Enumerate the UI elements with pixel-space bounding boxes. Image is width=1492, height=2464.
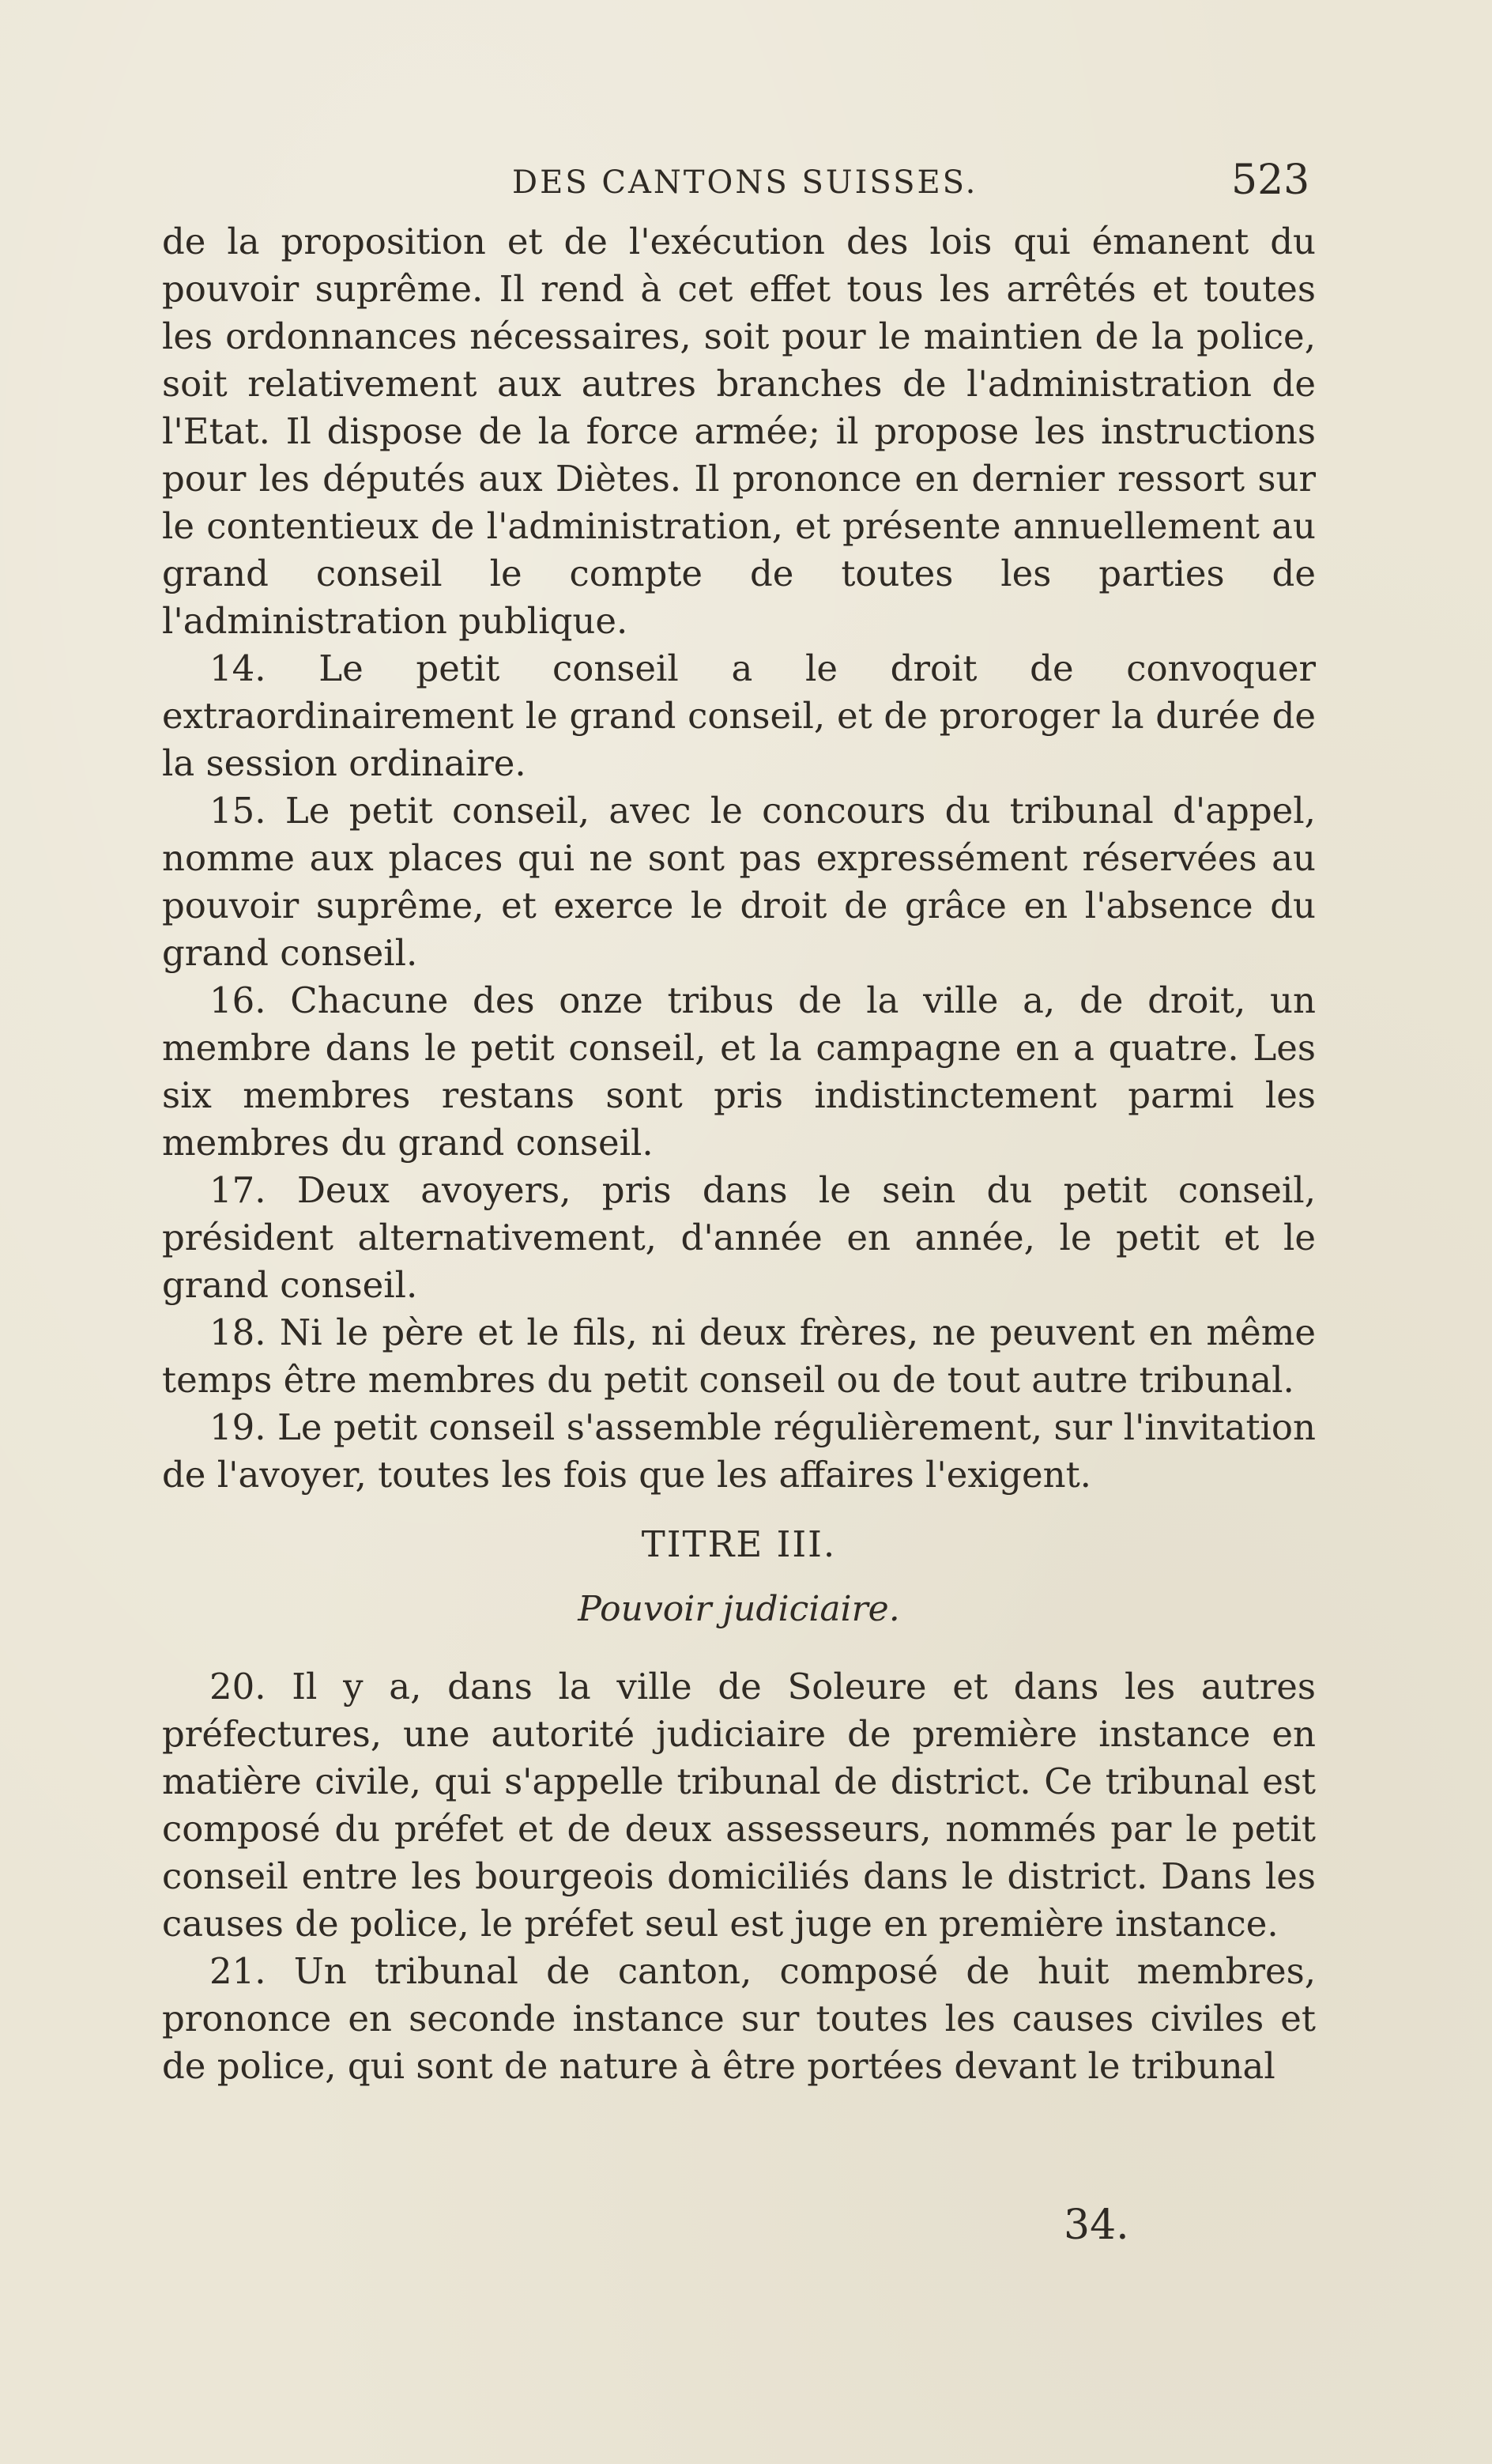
section-subtitle: Pouvoir judiciaire. [578, 1589, 900, 1629]
article-14: 14. Le petit conseil a le droit de convoquer extraordinairement le grand conseil, et de proroger la durée de la session ordinaire. [162, 647, 1316, 784]
page-number: 523 [1231, 157, 1310, 204]
paragraph-continued: de la proposition et de l'exécution des lois qui émanent du pouvoir suprême. Il rend à cet effet tous les arrêtés et toutes les ordonnances nécessaires, soit pour le maintien de la police, soit relativement aux autres branches de l'administration de l'Etat. Il dispose de la force armée; il propose les instructions pour les députés aux Diètes. Il prononce en dernier ressort sur le contentieux de l'administration, et présente annuellement au grand conseil le compte de toutes les parties de l'administration publique. [162, 221, 1316, 642]
article-18: 18. Ni le père et le fils, ni deux frères, ne peuvent en même temps être membres du petit conseil ou de tout autre tribunal. [162, 1311, 1316, 1401]
article-20: 20. Il y a, dans la ville de Soleure et dans les autres préfectures, une autorité judiciaire de première instance en matière civile, qui s'appelle tribunal de district. Ce tribunal est composé du préfet et de deux assesseurs, nommés par le petit conseil entre les bourgeois domiciliés dans le district. Dans les causes de police, le préfet seul est juge en première instance. [162, 1666, 1316, 1945]
article-21: 21. Un tribunal de canton, composé de huit membres, prononce en seconde instance sur toutes les causes civiles et de police, qui sont de nature à être portées devant le tribunal [162, 1950, 1316, 2087]
body-text [162, 218, 1316, 2090]
article-16: 16. Chacune des onze tribus de la ville a, de droit, un membre dans le petit conseil, et la campagne en a quatre. Les six membres restans sont pris indistinctement parmi les membres du grand conseil. [162, 979, 1316, 1164]
article-15: 15. Le petit conseil, avec le concours du tribunal d'appel, nomme aux places qui ne sont pas expressément réservées au pouvoir suprême, et exerce le droit de grâce en l'absence du grand conseil. [162, 790, 1316, 974]
article-19: 19. Le petit conseil s'assemble régulièrement, sur l'invitation de l'avoyer, toutes les fois que les affaires l'exigent. [162, 1406, 1316, 1496]
section-title: TITRE III. [641, 1523, 837, 1565]
signature-mark: 34. [1064, 2202, 1129, 2249]
running-title: DES CANTONS SUISSES. [512, 164, 978, 201]
page-header [0, 157, 1492, 220]
article-17: 17. Deux avoyers, pris dans le sein du petit conseil, président alternativement, d'année en année, le petit et le grand conseil. [162, 1169, 1316, 1306]
